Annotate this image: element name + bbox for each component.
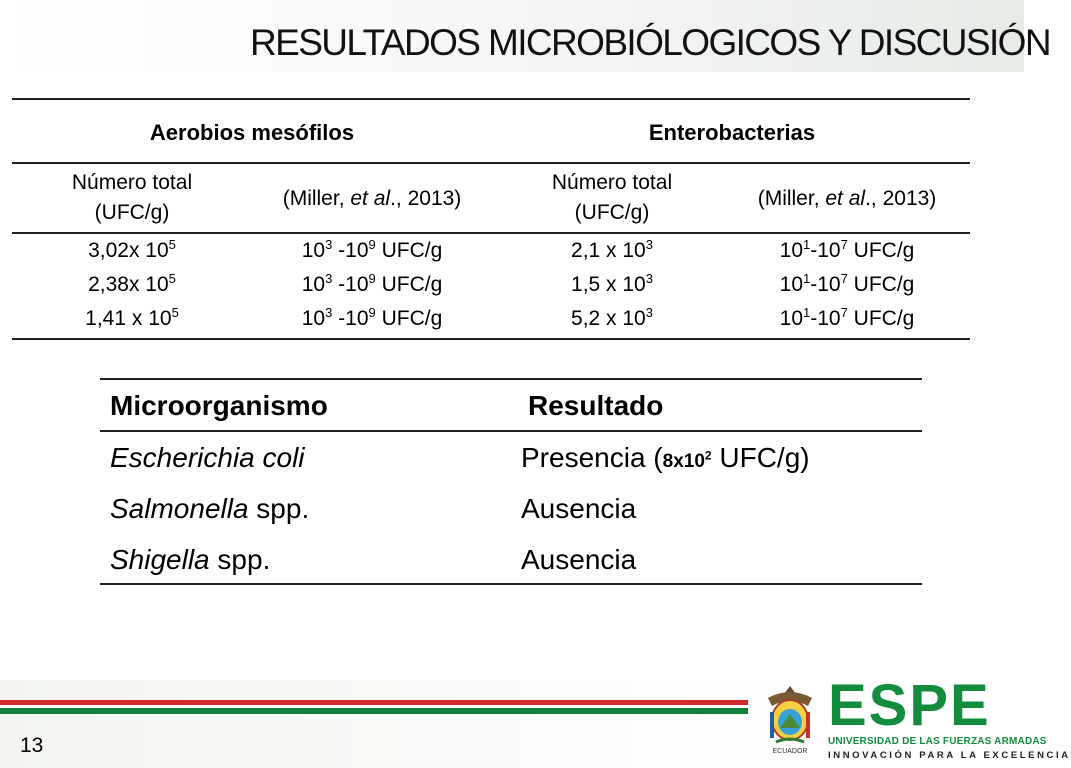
subheader-ref-aerobios: (Miller, et al., 2013) <box>282 187 462 210</box>
logo-university-name: UNIVERSIDAD DE LAS FUERZAS ARMADAS <box>828 736 1047 747</box>
table-row: $10^3$ $-10^9$ UFC/g $10^3$ $-10^9$ UFC/g $10^3$ $-10^9$ UFC/g <box>301 237 443 330</box>
group-header-aerobios: Aerobios mesófilos <box>149 120 355 145</box>
result-salmonella: Ausencia <box>521 493 637 524</box>
slide-title: RESULTADOS MICROBIÓLOGICOS Y DISCUSIÓN <box>250 22 1050 63</box>
table-row: 2,1 x $10^3$ 1,5 x $10^3$ 5,2 x $10^3$ <box>571 237 653 330</box>
table-rule-header <box>100 430 922 432</box>
organism-shigella: Shigella spp. <box>110 544 271 575</box>
table-row: $10^1-10^7$ UFC/g $10^1-10^7$ UFC/g $10^1-10^7$ UFC/g <box>779 237 915 330</box>
group-header-enterobacterias: Enterobacterias <box>648 120 816 145</box>
result-ecoli: Presencia ($8x10^2$ UFC/g) <box>521 442 810 473</box>
table-row: 3,02x $10^5$ 2,38x $10^5$ 1,41 x $10^5$ <box>85 237 179 330</box>
subheader-count-aerobios: Número total (UFC/g) <box>71 171 193 224</box>
footer-stripe-green <box>0 708 748 714</box>
page-number: 13 <box>20 734 44 757</box>
organism-salmonella: Salmonella spp. <box>110 493 310 524</box>
table-rule-bottom <box>12 338 970 340</box>
table-rule-top <box>100 378 922 380</box>
espe-logo: ESPE <box>828 673 991 738</box>
header-microorganismo: Microorganismo <box>110 390 328 421</box>
subheader-count-entero: Número total (UFC/g) <box>551 171 673 224</box>
seal-label: ECUADOR <box>772 748 808 755</box>
table-rule-bottom <box>100 583 922 585</box>
subheader-ref-entero: (Miller, et al., 2013) <box>757 187 937 210</box>
logo-tagline: INNOVACIÓN PARA LA EXCELENCIA <box>828 750 1071 761</box>
table-rule-top <box>12 98 970 100</box>
organism-ecoli: Escherichia coli <box>110 442 305 473</box>
result-shigella: Ausencia <box>521 544 637 575</box>
header-resultado: Resultado <box>528 390 664 421</box>
ecuador-seal-icon <box>760 684 820 746</box>
table-rule-header <box>12 162 970 164</box>
